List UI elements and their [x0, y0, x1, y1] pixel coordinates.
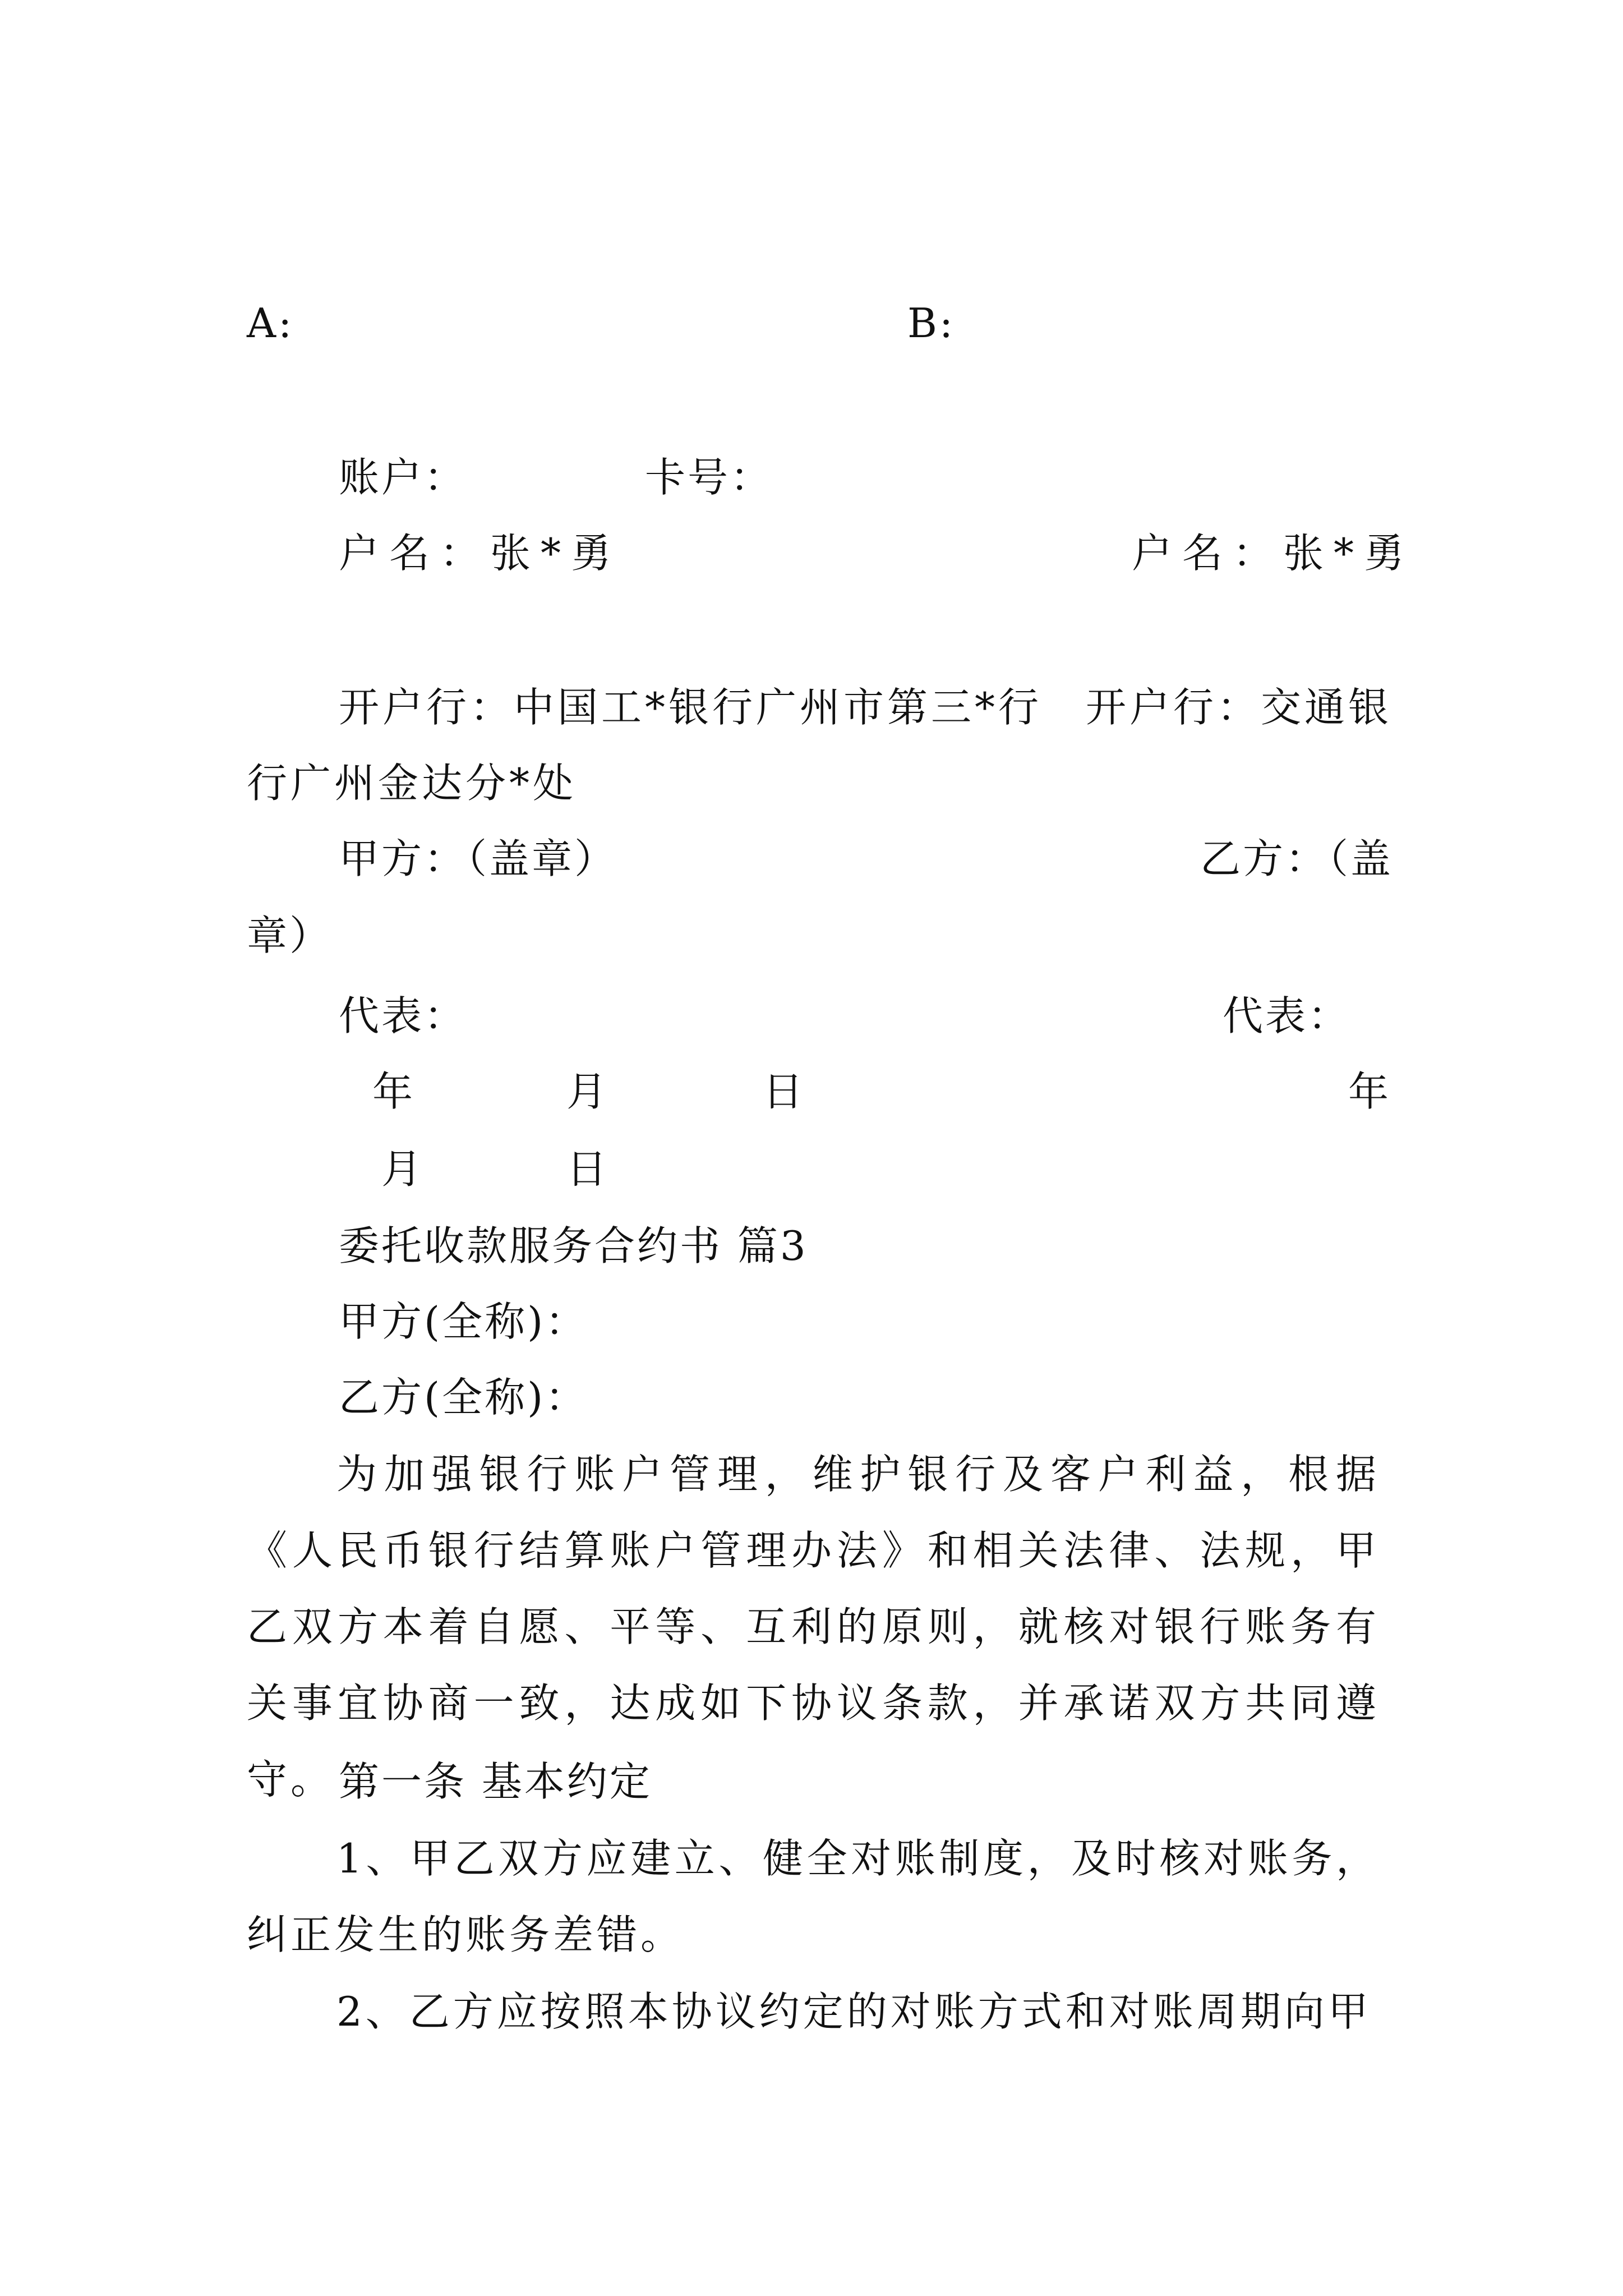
party-a-representative: 代表： [339, 992, 467, 1039]
contract-title: 委托收款服务合约书 篇3 [339, 1222, 808, 1269]
clause-1-paragraph: 1、甲乙双方应建立、健全对账制度，及时核对账务，纠正发生的账务差错。 [247, 1835, 1380, 1958]
party-b-account-name: 户名：张*勇 [1132, 530, 1415, 577]
party-b-date-month: 月 [381, 1145, 425, 1193]
party-a-account-name: 户名：张*勇 [339, 530, 622, 577]
card-number-label: 卡号： [645, 454, 773, 501]
contract-party-b: 乙方(全称)： [339, 1374, 588, 1421]
clause-2-paragraph: 2、乙方应按照本协议约定的对账方式和对账周期向甲 [336, 1988, 1372, 2035]
bank-line-2: 行广州金达分*处 [247, 760, 577, 807]
party-a-label: A: [247, 300, 294, 347]
party-b-date-day: 日 [566, 1145, 610, 1193]
party-b-seal-line-2: 章） [247, 912, 333, 959]
party-a-date-day: 日 [763, 1068, 806, 1115]
party-b-seal-line-1: 乙方：（盖 [1200, 835, 1394, 882]
party-b-date-year: 年 [1348, 1068, 1391, 1115]
account-label: 账户： [339, 454, 467, 501]
contract-party-a: 甲方(全称)： [339, 1298, 588, 1345]
party-a-seal: 甲方：（盖章） [339, 835, 617, 882]
party-a-date-year: 年 [372, 1068, 416, 1115]
party-b-label: B: [907, 300, 956, 347]
party-a-date-month: 月 [566, 1068, 610, 1115]
article-1-title: 第一条 基本约定 [339, 1758, 652, 1805]
bank-line-1: 开户行：中国工*银行广州市第三*行 开户行：交通银 [339, 684, 1393, 731]
party-b-representative: 代表： [1223, 992, 1351, 1039]
preamble-paragraph: 为加强银行账户管理，维护银行及客户利益，根据《人民币银行结算账户管理办法》和相关法律、法规，甲乙双方本着自愿、平等、互利的原则，就核对银行账务有关事宜协商一致，达成如下协议条款，并承诺双方共同遵守。 [247, 1451, 1380, 1803]
